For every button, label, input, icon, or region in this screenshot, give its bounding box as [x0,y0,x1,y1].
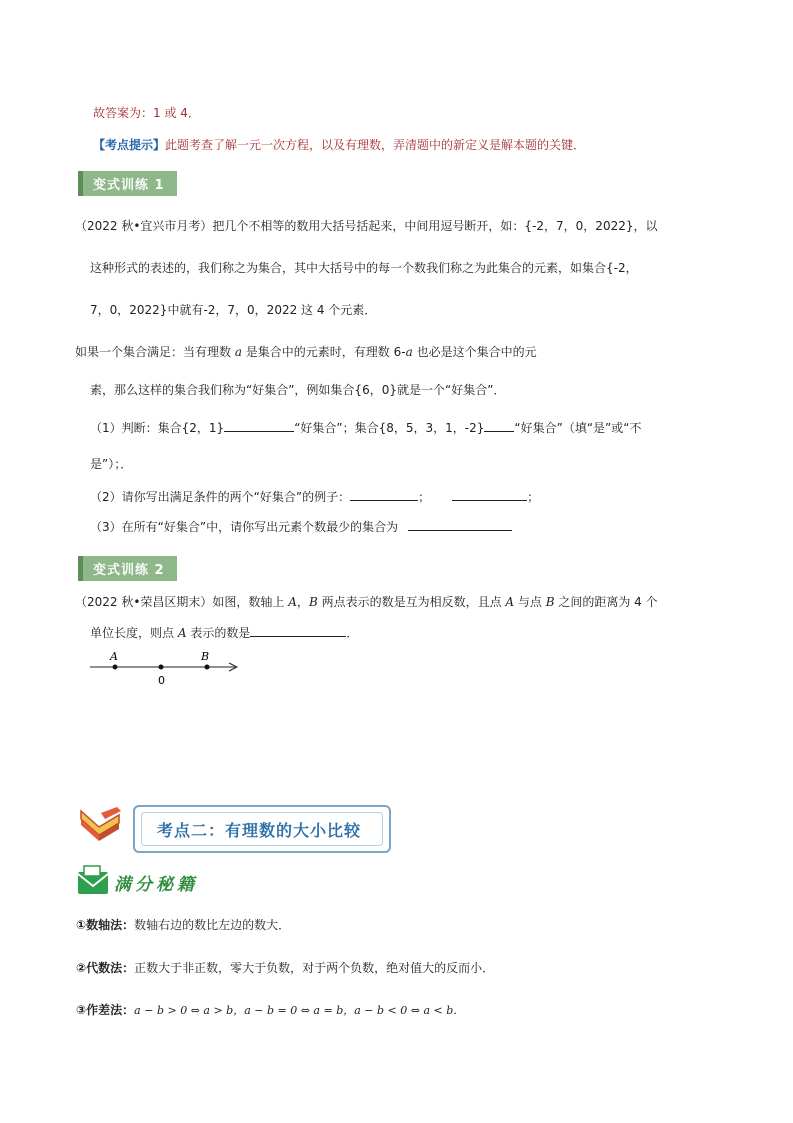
answer-values: 1 或 4． [153,106,200,120]
exercise1-line1: （2022 秋•宜兴市月考）把几个不相等的数用大括号括起来，中间用逗号断开，如：{-2，7，0，2022}，以 [75,219,658,233]
q1-blank-2[interactable] [484,419,514,432]
secret-label-2: ②代数法： [76,961,135,975]
question3 [90,518,512,535]
exercise1-line3: 7，0，2022}中就有-2，7，0，2022 这 4 个元素． [90,303,377,317]
e2-text-d: 之间的距离为 4 个 [554,595,658,609]
tip-text: 此题考查了解一元一次方程，以及有理数，弄清题中的新定义是解本题的关键． [165,138,586,152]
q1-text-b: “好集合”；集合{8，5，3，1，-2} [294,421,485,435]
point-a-ref-3: A [177,626,187,640]
point-b-dot [205,665,210,670]
envelope-icon [76,864,110,898]
secret-item-1 [76,916,290,933]
q2-sep-1: ； [418,490,431,504]
question1-cont: 是”）；． [90,457,133,471]
exercise2-tag: 变式训练 2 [83,556,177,581]
var-a-2: a [405,345,413,359]
secret-text-3: a − b > 0 ⇔ a > b，a − b = 0 ⇔ a = b，a − b < 0 ⇔ a < b． [134,1004,465,1017]
secret-text-1: 数轴右边的数比左边的数大． [134,918,291,932]
exercise1-line4 [75,343,537,360]
question1 [90,419,642,436]
label-b: B [201,650,210,663]
q3-text: （3）在所有“好集合”中，请你写出元素个数最少的集合为 [90,520,399,534]
label-zero: 0 [158,674,165,687]
e2-line2-b: 表示的数是 [186,626,251,640]
secret-item-2 [76,959,494,976]
q2-blank-1[interactable] [350,488,418,501]
e2-line2-c: ． [346,626,359,640]
var-a: a [234,345,242,359]
q3-blank[interactable] [408,518,512,531]
book-icon [77,805,125,847]
point-a-ref: A [288,595,297,609]
line4-text-c: 也必是这个集合中的元 [412,345,537,359]
exercise2-line2 [90,624,358,641]
secret-label-3: ③作差法： [76,1003,135,1017]
answer-prefix: 故答案为： [93,106,154,120]
e2-text-a: （2022 秋•荣昌区期末）如图，数轴上 [75,595,289,609]
point-a-dot [113,665,118,670]
q2-text-a: （2）请你写出满足条件的两个“好集合”的例子： [90,490,351,504]
e2-sep: ， [296,595,309,609]
q2-sep-2: ； [527,490,540,504]
e2-text-b: 两点表示的数是互为相反数，且点 [317,595,506,609]
line4-text-a: 如果一个集合满足：当有理数 [75,345,235,359]
point-b-ref: B [308,595,318,609]
secret-text-2: 正数大于非正数，零大于负数，对于两个负数，绝对值大的反而小． [134,961,495,975]
point-a-ref-2: A [505,595,515,609]
point-zero-dot [159,665,164,670]
tip-line [93,136,585,153]
exercise2-line1 [75,593,658,610]
label-a: A [110,650,118,663]
e2-text-c: 与点 [514,595,546,609]
line4-text-b: 是集合中的元素时，有理数 6- [241,345,406,359]
secret-item-3 [76,1001,464,1018]
number-line [85,645,245,690]
secret-label-1: ①数轴法： [76,918,135,932]
exercise1-tag: 变式训练 1 [83,171,177,196]
point-b-ref-2: B [545,595,555,609]
q1-text-a: （1）判断：集合{2，1} [90,421,225,435]
q1-text-c: “好集合”（填“是”或“不 [514,421,642,435]
question2 [90,488,539,505]
e2-line2-a: 单位长度，则点 [90,626,178,640]
tip-label: 【考点提示】 [93,138,166,152]
q2-blank-2[interactable] [452,488,527,501]
e2-answer-blank[interactable] [250,624,346,637]
q1-blank-1[interactable] [224,419,294,432]
answer-line [93,104,200,121]
section2-header [133,805,391,853]
section2-title: 考点二：有理数的大小比较 [157,821,362,840]
secrets-title: 满分秘籍 [114,875,198,895]
exercise1-line2: 这种形式的表述的，我们称之为集合，其中大括号中的每一个数我们称之为此集合的元素，如集合{-2， [90,261,638,275]
exercise1-line5: 素，那么这样的集合我们称为“好集合”，例如集合{6，0}就是一个“好集合”． [90,383,506,397]
